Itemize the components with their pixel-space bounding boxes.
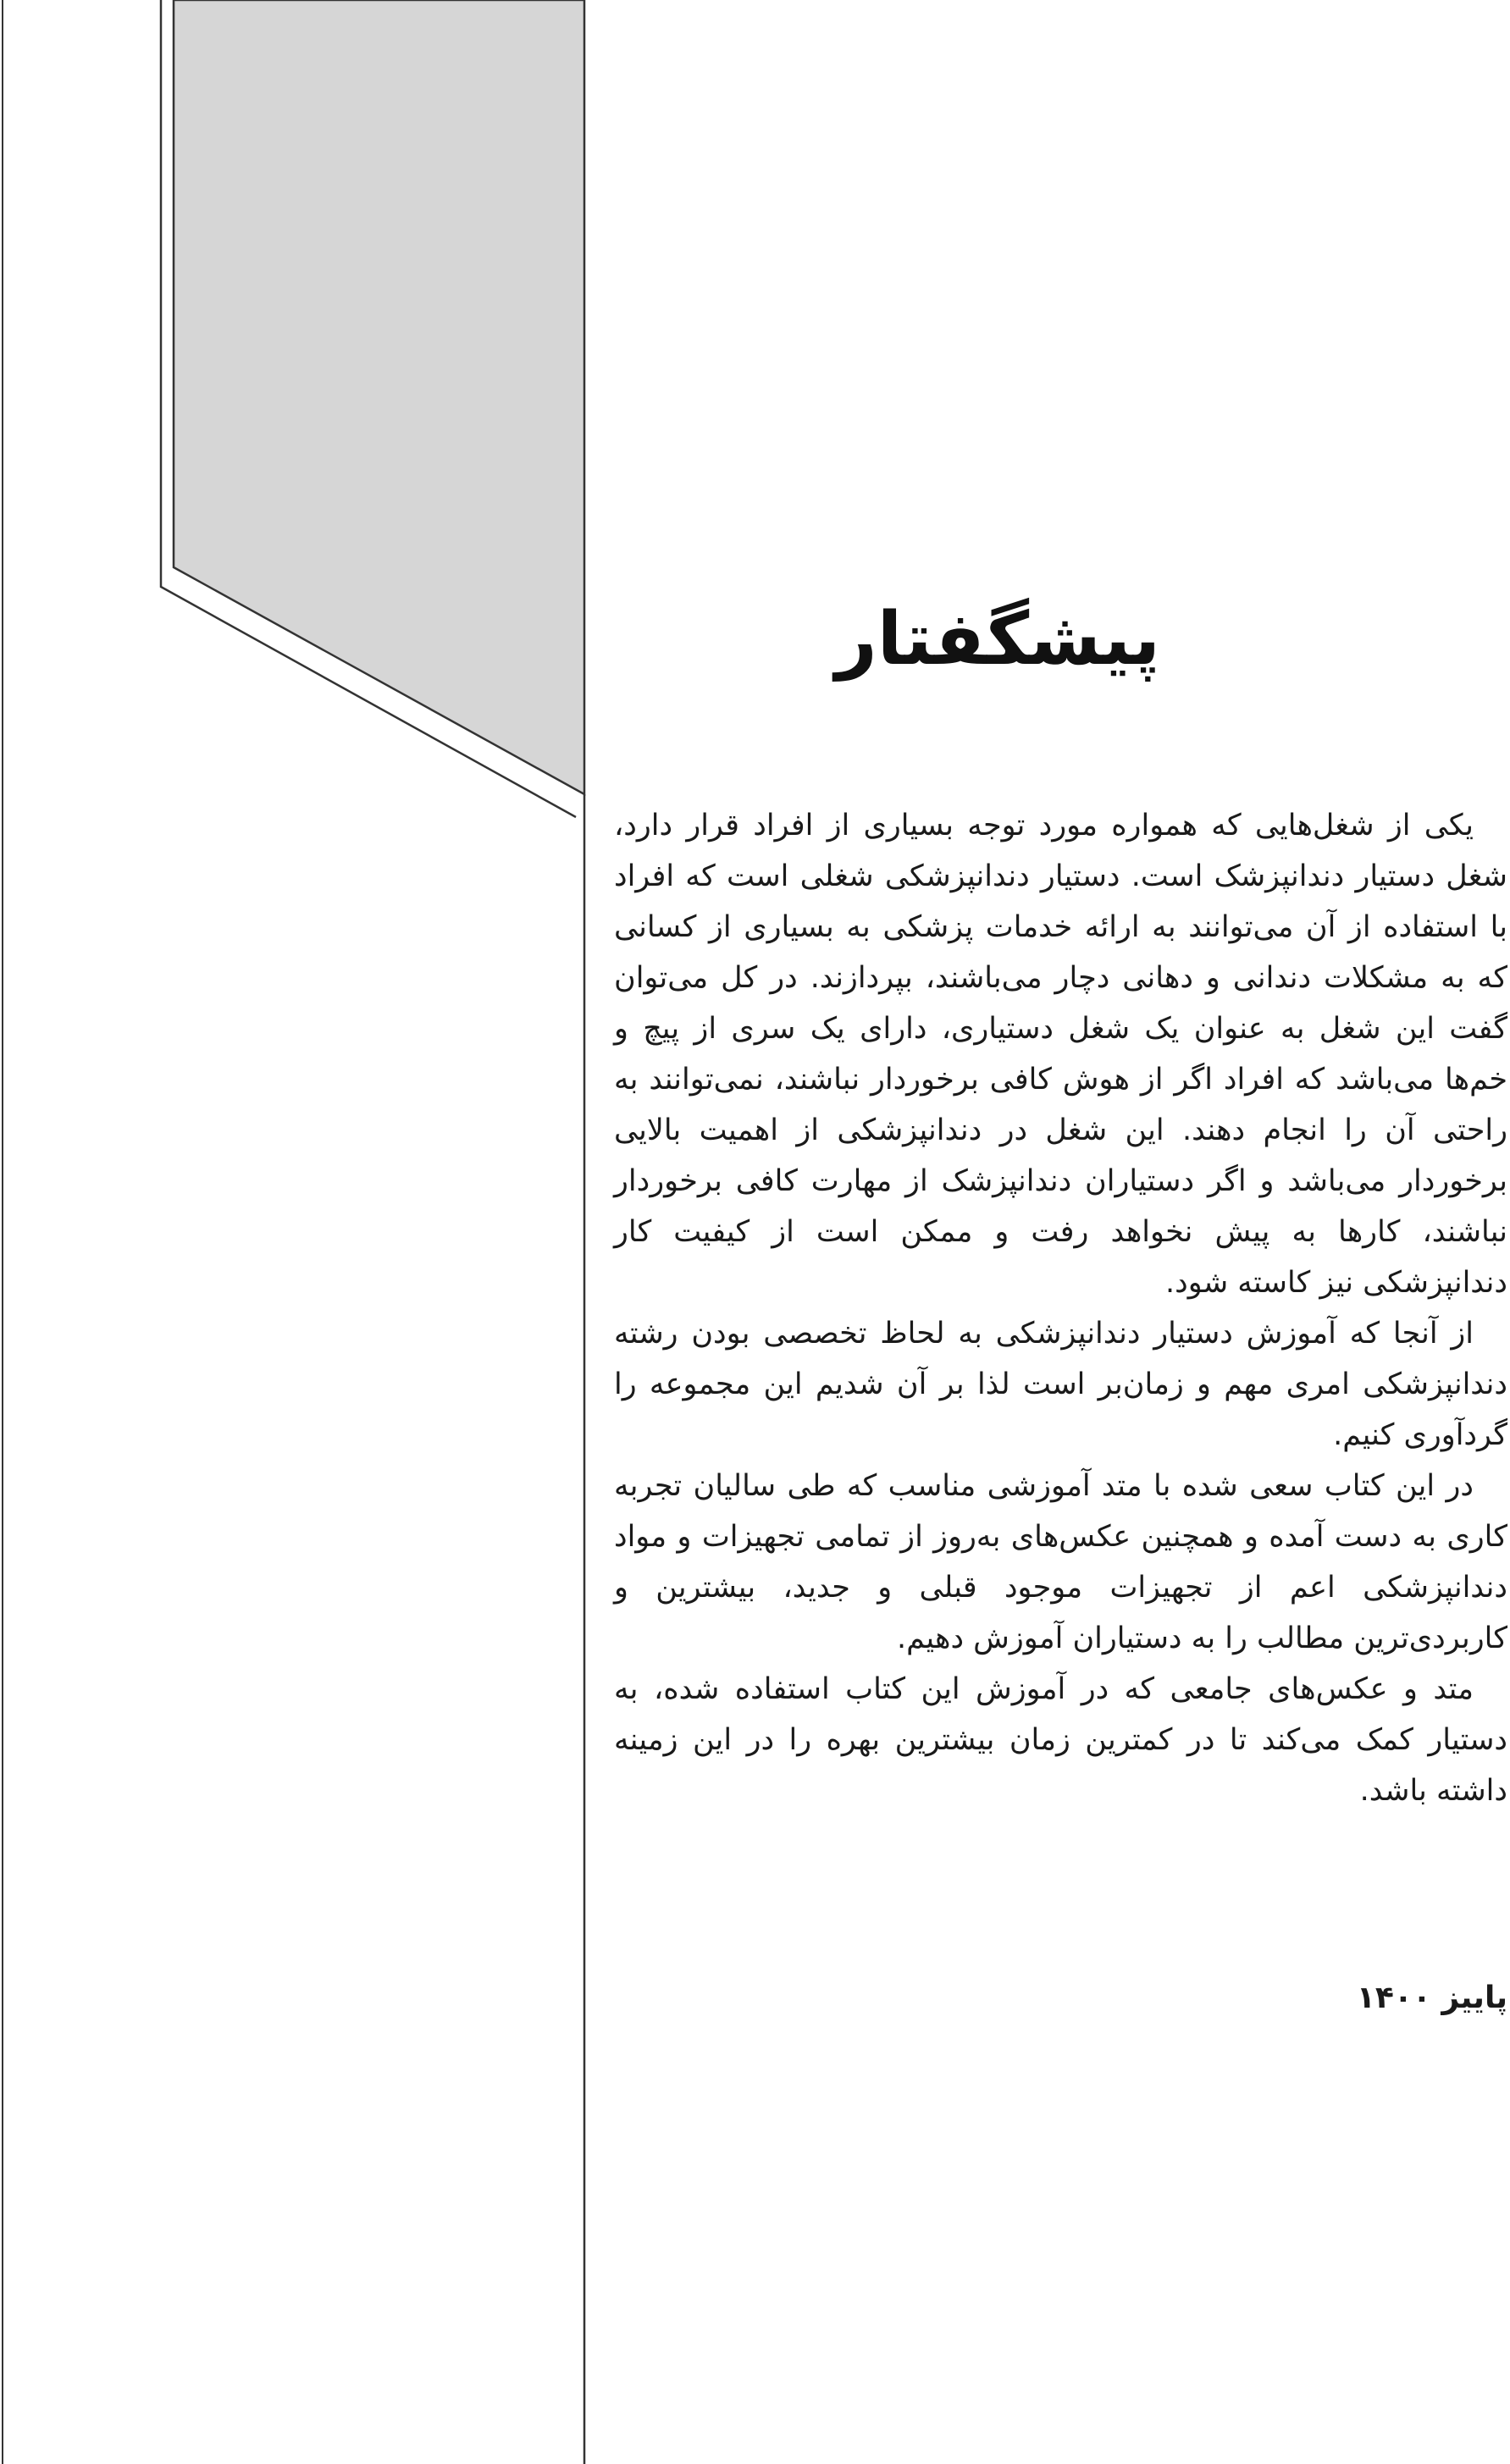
date-signature: پاییز ۱۴۰۰	[1356, 1981, 1507, 2015]
paragraph-2: از آنجا که آموزش دستیار دندانپزشکی به لحاظ تخصصی بودن رشته دندانپزشکی امری مهم و زمان‌بر است لذا بر آن شدیم این مجموعه را گردآوری کنیم.	[614, 1317, 1507, 1452]
gray-corner-panel	[174, 0, 584, 794]
foreword-body	[614, 800, 1507, 1816]
paragraph-3: در این کتاب سعی شده با متد آموزشی مناسب که طی سالیان تجربه کاری به دست آمده و همچنین عکس‌های به‌روز از تمامی تجهیزات و مواد دندانپزشکی اعم از تجهیزات موجود قبلی و جدید، بیشترین و کاربردی‌ترین مطالب را به دستیاران آموزش دهیم.	[614, 1469, 1507, 1655]
paragraph-1: یکی از شغل‌هایی که همواره مورد توجه بسیاری از افراد قرار دارد، شغل دستیار دندانپزشک است. دستیار دندانپزشکی شغلی است که افراد با استفاده از آن می‌توانند به ارائه خدمات پزشکی به بسیاری از کسانی که به مشکلات دندانی و دهانی دچار می‌باشند، بپردازند. در کل می‌توان گفت این شغل به عنوان یک شغل دستیاری، دارای یک سری از پیچ و خم‌ها می‌باشد که افراد اگر از هوش کافی برخوردار نباشند، نمی‌توانند به راحتی آن را انجام دهند. این شغل در دندانپزشکی از اهمیت بالایی برخوردار می‌باشد و اگر دستیاران دندانپزشک از مهارت کافی برخوردار نباشند، کارها به پیش نخواهد رفت و ممکن است از کیفیت کار دندانپزشکی نیز کاسته شود.	[614, 809, 1507, 1300]
paragraph-4: متد و عکس‌های جامعی که در آموزش این کتاب استفاده شده، به دستیار کمک می‌کند تا در کمترین زمان بیشترین بهره را در این زمینه داشته باشد.	[614, 1672, 1507, 1808]
page-title: پیشگفتار	[835, 597, 1160, 682]
